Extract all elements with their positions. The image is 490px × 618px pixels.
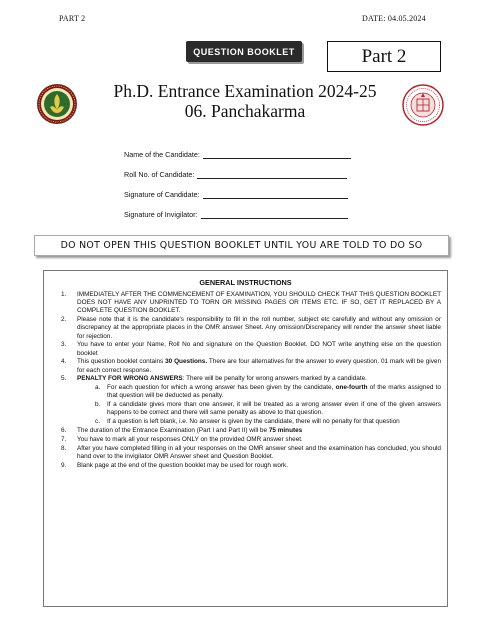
field-label: Signature of Invigilator: [124, 210, 198, 219]
roll-number-field [124, 170, 347, 179]
instruction-item: 4. This question booklet contains 30 Questions. There are four alternatives for the answer to every question. 01 mark will be given for each correct response. [61, 358, 441, 374]
instruction-item: 1. IMMEDIATELY AFTER THE COMMENCEMENT OF EXAMINATION, YOU SHOULD CHECK THAT THIS QUESTION BOOKLET DOES NOT HAVE ANY UNPRINTED TO TORN OR MISSING PAGES OR ITEMS ETC. IF SO, GET IT REPLACED BY A COMPLETE QUESTION BOOKLET. [61, 291, 441, 315]
instructions-list [44, 291, 449, 470]
exam-title: Ph.D. Entrance Examination 2024-25 [113, 81, 377, 101]
field-label: Name of the Candidate: [124, 150, 200, 159]
fill-line [203, 151, 351, 159]
instruction-item: 7. You have to mark all your responses ONLY on the provided OMR answer sheet. [61, 435, 303, 443]
instruction-item: 2. Please note that it is the candidate's responsibility to fill in the roll number, subject etc carefully and without any omission or discrepancy at the appropriate places in the OMR answer Sheet. Any omission/Discrepancy will render the answer sheet liable for rejection. [61, 316, 441, 340]
instructions-heading: GENERAL INSTRUCTIONS [199, 278, 292, 287]
header-date: DATE: 04.05.2024 [362, 14, 426, 23]
do-not-open-banner: DO NOT OPEN THIS QUESTION BOOKLET UNTIL YOU ARE TOLD TO DO SO [34, 235, 449, 256]
fill-line [197, 171, 347, 179]
instruction-item: 5. PENALTY FOR WRONG ANSWERS: There will be penalty for wrong answers marked by a candidate. [61, 375, 367, 383]
question-booklet-badge: QUESTION BOOKLET [186, 41, 302, 62]
exam-subject: 06. Panchakarma [184, 101, 306, 121]
penalty-sub-item: b. If a candidate gives more than one answer, it will be treated as a wrong answer even if one of the given answers happens to be correct and there will same penalty as above to that question. [95, 401, 441, 417]
penalty-sub-item: c. If a question is left blank, i.e. No answer is given by the candidate, there will no penalty for that question [95, 418, 400, 426]
field-label: Roll No. of Candidate: [124, 170, 195, 179]
field-label: Signature of Candidate: [124, 190, 200, 199]
instruction-item: 9. Blank page at the end of the question booklet may be used for rough work. [61, 461, 289, 469]
university-emblem-left [36, 83, 78, 125]
candidate-name-field [124, 150, 351, 159]
candidate-signature-field [124, 190, 348, 199]
instruction-item: 6. The duration of the Entrance Examination (Part I and Part II) will be 75 minutes [61, 427, 303, 434]
invigilator-signature-field [124, 210, 348, 219]
penalty-sub-item: a. For each question for which a wrong answer has been given by the candidate, one-fourth of the marks assigned to that question will be deducted as penalty. [95, 384, 441, 400]
part-box: Part 2 [327, 41, 441, 72]
fill-line [203, 191, 348, 199]
instruction-item: 8. After you have completed filling in all your responses on the OMR answer sheet and the examination has concluded, you should hand over to the invigilator OMR Answer sheet and Question Booklet. [61, 444, 441, 460]
fill-line [201, 211, 348, 219]
header-left: PART 2 [59, 14, 86, 23]
instructions-box [43, 270, 448, 607]
instruction-item: 3. You have to enter your Name, Roll No and signature on the Question Booklet. DO NOT write anything else on the question booklet [61, 341, 441, 357]
